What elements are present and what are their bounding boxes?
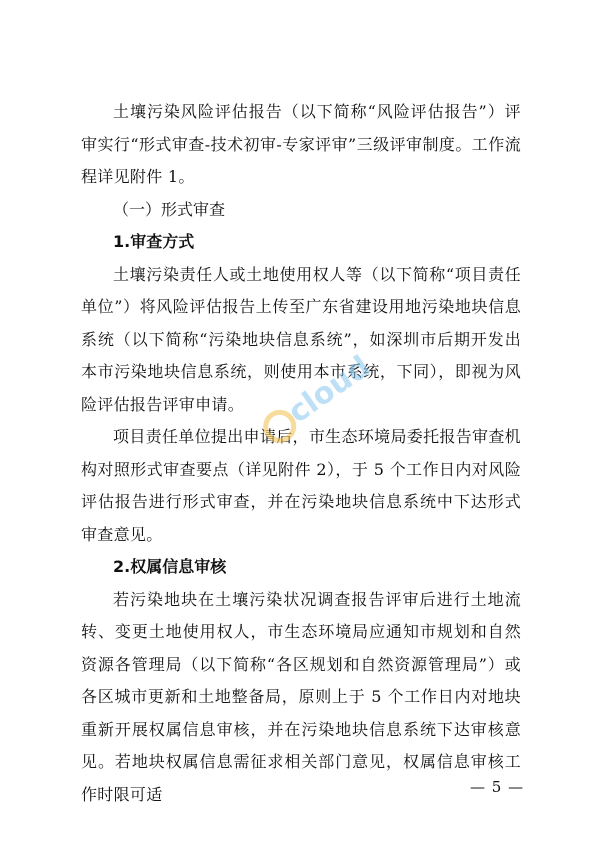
paragraph-intro: 土壤污染风险评估报告（以下简称“风险评估报告”）评审实行“形式审查-技术初审-专家评审”三级评审制度。工作流程详见附件 1。 — [81, 102, 521, 186]
page-body — [81, 96, 521, 811]
paragraph-application: 项目责任单位提出申请后，市生态环境局委托报告审查机构对照形式审查要点（详见附件 2），于 5 个工作日内对风险评估报告进行形式审查，并在污染地块信息系统中下达形式审查意见。 — [81, 427, 521, 544]
watermark-text: cloud — [281, 349, 377, 431]
section-heading-formal-review: （一）形式审查 — [113, 199, 226, 219]
page-number: — 5 — — [470, 778, 525, 796]
paragraph-ownership: 若污染地块在土壤污染状况调查报告评审后进行土地流转、变更土地使用权人，市生态环境局应通知市规划和自然资源各管理局（以下简称“各区规划和自然资源管理局”）或各区城市更新和土地整备局，原则上于 5 个工作日内对地块重新开展权属信息审核，并在污染地块信息系统下达审核意见。若地块权属信息需征求相关部门意见，权属信息审核工作时限可适 — [81, 589, 521, 804]
heading-review-method: 1.审查方式 — [113, 232, 195, 251]
paragraph-upload: 土壤污染责任人或土地使用权人等（以下简称“项目责任单位”）将风险评估报告上传至广东省建设用地污染地块信息系统（以下简称“污染地块信息系统”，如深圳市后期开发出本市污染地块信息系统，则使用本市系统，下同），即视为风险评估报告评审申请。 — [81, 264, 521, 414]
heading-ownership-review: 2.权属信息审核 — [113, 557, 227, 576]
